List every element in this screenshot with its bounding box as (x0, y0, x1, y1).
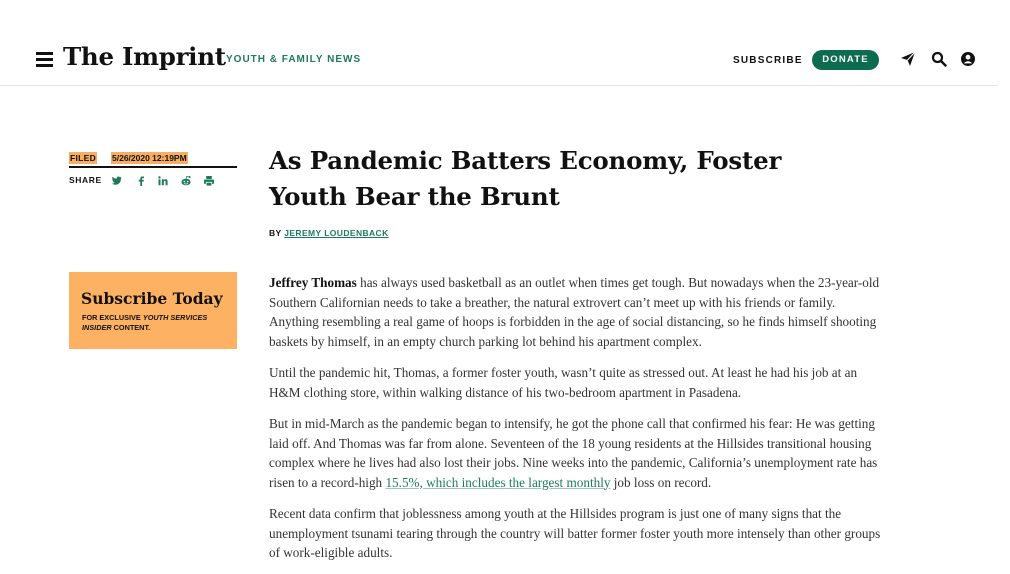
filed-date: 5/26/2020 12:19PM (112, 153, 187, 163)
subject-name: Jeffrey Thomas (269, 275, 357, 290)
print-icon[interactable] (203, 174, 215, 186)
filed-info (69, 152, 237, 168)
site-header (0, 0, 998, 86)
site-tagline: YOUTH & FAMILY NEWS (226, 54, 362, 65)
promo-title: Subscribe Today (81, 289, 223, 308)
author-link[interactable]: JEREMY LOUDENBACK (284, 228, 389, 238)
byline (269, 228, 389, 238)
filed-label: FILED (70, 153, 97, 163)
promo-text: FOR EXCLUSIVE YOUTH SERVICES INSIDER CONTENT. (82, 313, 208, 332)
menu-icon[interactable] (36, 52, 53, 66)
byline-prefix: BY (269, 228, 282, 238)
share-label: SHARE (69, 175, 102, 185)
site-logo[interactable]: The Imprint (63, 42, 226, 71)
subscribe-promo[interactable] (69, 272, 237, 349)
send-icon[interactable] (900, 51, 916, 67)
paragraph: Jeffrey Thomas has always used basketball as an outlet when times get tough. But nowadays when the 23-year-old Southern Californian needs to take a breather, the natural extrovert can’t meet up with his friends or family. Anything resembling a real game of hoops is forbidden in the age of social distancing, so he finds himself shooting baskets by himself, in an empty church parking lot behind his apartment complex. (269, 275, 880, 349)
linkedin-icon[interactable] (157, 174, 169, 186)
search-icon[interactable] (931, 51, 947, 67)
paragraph: Recent data confirm that joblessness among youth at the Hillsides program is just one of many signs that the unemployment tsunami tearing through the country will batter former foster youth more intensely than other groups of work-eligible adults. (269, 506, 881, 560)
reddit-icon[interactable] (180, 174, 192, 186)
facebook-icon[interactable] (135, 174, 147, 186)
paragraph: But in mid-March as the pandemic began to intensify, he got the phone call that confirmed his fear: He was getting laid off. And Thomas was far from alone. Seventeen of the 18 young residents at the Hillsides transitional housing complex where he lives had also lost their jobs. Nine weeks into the pandemic, California’s unemployment rate has risen to a record-high 15.5%, which includes the largest monthly job loss on record. (269, 416, 878, 490)
paragraph: Until the pandemic hit, Thomas, a former foster youth, wasn’t quite as stressed out. At least he had his job at an H&M clothing store, within walking distance of his two-bedroom apartment in Pasadena. (269, 365, 858, 400)
donate-button[interactable]: DONATE (812, 50, 879, 70)
user-icon[interactable] (960, 51, 976, 67)
subscribe-link[interactable]: SUBSCRIBE (733, 55, 803, 66)
unemployment-rate-link[interactable]: 15.5%, which includes the largest monthly (385, 474, 611, 490)
twitter-icon[interactable] (111, 174, 123, 186)
article-body (269, 273, 887, 574)
article-headline: As Pandemic Batters Economy, Foster Youth Bear the Brunt (269, 146, 782, 211)
